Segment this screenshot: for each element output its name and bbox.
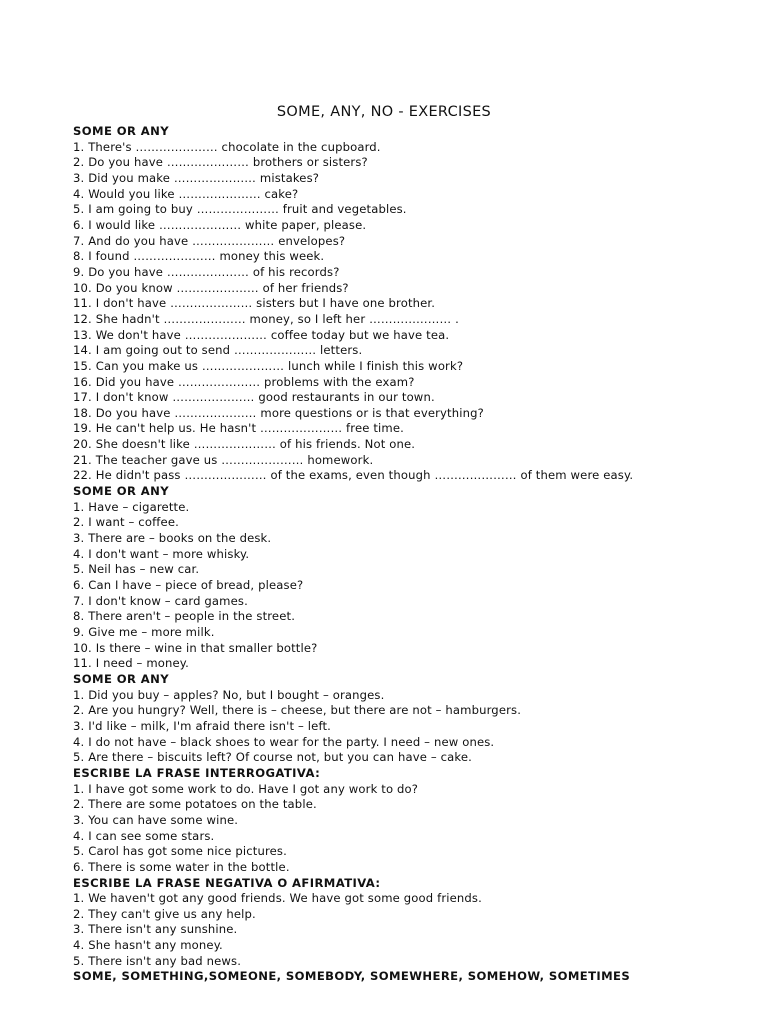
exercise-item: 3. I'd like – milk, I'm afraid there isn't – left.: [73, 718, 331, 733]
exercise-item: 2. They can't give us any help.: [73, 906, 256, 921]
exercise-item: 4. She hasn't any money.: [73, 938, 223, 953]
exercise-item: 5. I am going to buy ………………… fruit and vegetables.: [73, 202, 407, 217]
exercise-item: 6. There is some water in the bottle.: [73, 859, 290, 874]
exercise-item: 8. I found ………………… money this week.: [73, 249, 325, 264]
exercise-item: 11. I need – money.: [73, 656, 189, 671]
exercise-item: 6. Can I have – piece of bread, please?: [73, 578, 304, 593]
exercise-item: 5. There isn't any bad news.: [73, 953, 242, 968]
exercise-item: 4. Would you like ………………… cake?: [73, 186, 299, 201]
exercise-item: 1. I have got some work to do. Have I got any work to do?: [73, 781, 419, 796]
exercise-item: 2. Are you hungry? Well, there is – cheese, but there are not – hamburgers.: [73, 703, 522, 718]
exercise-item: 22. He didn't pass ………………… of the exams, even though ………………… of them were easy.: [73, 468, 634, 483]
exercise-item: 6. I would like ………………… white paper, please.: [73, 217, 367, 232]
exercise-item: 5. Carol has got some nice pictures.: [73, 844, 287, 859]
exercise-item: 7. I don't know – card games.: [73, 593, 248, 608]
section-heading: ESCRIBE LA FRASE INTERROGATIVA:: [73, 765, 321, 780]
page-title: SOME, ANY, NO - EXERCISES: [276, 104, 492, 120]
exercise-item: 1. Did you buy – apples? No, but I bought – oranges.: [73, 687, 385, 702]
exercise-item: 4. I do not have – black shoes to wear for the party. I need – new ones.: [73, 734, 495, 749]
exercise-item: 3. There isn't any sunshine.: [73, 922, 238, 937]
exercise-content: [73, 124, 673, 985]
exercise-item: 3. Did you make ………………… mistakes?: [73, 170, 320, 185]
exercise-item: 13. We don't have ………………… coffee today but we have tea.: [73, 327, 450, 342]
section-heading: SOME OR ANY: [73, 124, 169, 138]
exercise-item: 18. Do you have ………………… more questions or is that everything?: [73, 405, 484, 420]
exercise-item: 1. There's ………………… chocolate in the cupboard.: [73, 139, 381, 154]
exercise-item: 3. There are – books on the desk.: [73, 531, 272, 546]
exercise-item: 5. Neil has – new car.: [73, 562, 200, 577]
exercise-item: 8. There aren't – people in the street.: [73, 609, 296, 624]
exercise-item: 20. She doesn't like ………………… of his friends. Not one.: [73, 437, 416, 452]
exercise-item: 2. There are some potatoes on the table.: [73, 797, 317, 812]
section-heading: SOME OR ANY: [73, 484, 169, 499]
exercise-item: 10. Do you know ………………… of her friends?: [73, 280, 349, 295]
exercise-item: 15. Can you make us ………………… lunch while I finish this work?: [73, 358, 464, 373]
exercise-item: 4. I don't want – more whisky.: [73, 546, 250, 561]
exercise-item: 12. She hadn't ………………… money, so I left her ………………… .: [73, 311, 459, 326]
exercise-item: 9. Do you have ………………… of his records?: [73, 264, 340, 279]
section-heading: SOME OR ANY: [73, 671, 169, 686]
exercise-item: 1. We haven't got any good friends. We have got some good friends.: [73, 891, 482, 906]
exercise-item: 14. I am going out to send ………………… letters.: [73, 343, 363, 358]
exercise-item: 17. I don't know ………………… good restaurants in our town.: [73, 390, 435, 405]
exercise-item: 4. I can see some stars.: [73, 828, 215, 843]
exercise-item: 21. The teacher gave us ………………… homework.: [73, 452, 374, 467]
exercise-item: 2. Do you have ………………… brothers or sisters?: [73, 155, 368, 170]
exercise-item: 10. Is there – wine in that smaller bottle?: [73, 640, 318, 655]
exercise-item: 2. I want – coffee.: [73, 515, 179, 530]
exercise-item: 19. He can't help us. He hasn't ………………… free time.: [73, 421, 404, 436]
exercise-item: 7. And do you have ………………… envelopes?: [73, 233, 346, 248]
exercise-item: 9. Give me – more milk.: [73, 625, 215, 639]
exercise-item: 5. Are there – biscuits left? Of course not, but you can have – cake.: [73, 750, 472, 765]
exercise-item: 3. You can have some wine.: [73, 812, 239, 827]
exercise-item: 1. Have – cigarette.: [73, 499, 190, 514]
section-heading: SOME, SOMETHING,SOMEONE, SOMEBODY, SOMEWHERE, SOMEHOW, SOMETIMES: [73, 969, 631, 984]
exercise-item: 11. I don't have ………………… sisters but I have one brother.: [73, 296, 436, 311]
exercise-item: 16. Did you have ………………… problems with the exam?: [73, 374, 415, 389]
section-heading: ESCRIBE LA FRASE NEGATIVA O AFIRMATIVA:: [73, 875, 381, 890]
